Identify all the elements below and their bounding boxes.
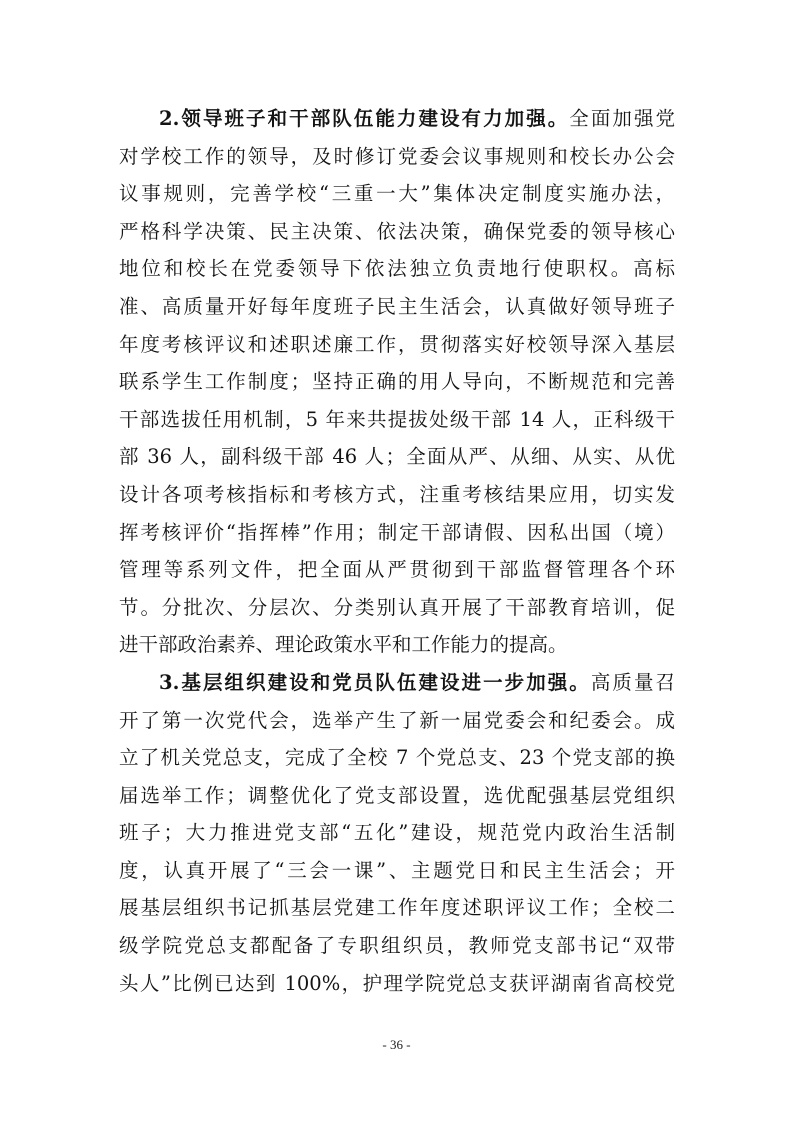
- paragraph-3-line: 展基层组织书记抓基层党建工作年度述职评议工作；全校二: [119, 896, 675, 920]
- paragraph-3-line: 头人”比例已达到 100%，护理学院党总支获评湖南省高校党: [119, 971, 675, 995]
- paragraph-3-line: 班子；大力推进党支部“五化”建设，规范党内政治生活制: [119, 821, 675, 845]
- paragraph-2-heading: 2.领导班子和干部队伍能力建设有力加强。: [159, 107, 570, 130]
- paragraph-3-text: 高质量召: [590, 670, 675, 694]
- paragraph-3-heading: 3.基层组织建设和党员队伍建设进一步加强。: [159, 670, 591, 694]
- paragraph-2-line: 干部选拔任用机制，5 年来共提拔处级干部 14 人，正科级干: [119, 407, 675, 431]
- paragraph-3-line: 届选举工作；调整优化了党支部设置，选优配强基层党组织: [119, 783, 675, 807]
- paragraph-2-line: 对学校工作的领导，及时修订党委会议事规则和校长办公会: [119, 144, 675, 168]
- paragraph-2-line: 管理等系列文件，把全面从严贯彻到干部监督管理各个环: [119, 558, 675, 582]
- paragraph-2-line: 挥考核评价“指挥棒”作用；制定干部请假、因私出国（境）: [119, 520, 675, 544]
- paragraph-3-line: 度，认真开展了“三会一课”、主题党日和民主生活会；开: [119, 858, 675, 882]
- paragraph-2-line: 准、高质量开好每年度班子民主生活会，认真做好领导班子: [119, 294, 675, 318]
- paragraph-2-line: 进干部政治素养、理论政策水平和工作能力的提高。: [119, 633, 568, 657]
- paragraph-2-line: 部 36 人，副科级干部 46 人；全面从严、从细、从实、从优: [119, 445, 675, 469]
- paragraph-3-line: 级学院党总支都配备了专职组织员，教师党支部书记“双带: [119, 934, 675, 958]
- paragraph-2-line: 议事规则，完善学校“三重一大”集体决定制度实施办法，: [119, 182, 675, 206]
- paragraph-3-line: 立了机关党总支，完成了全校 7 个党总支、23 个党支部的换: [119, 746, 675, 770]
- paragraph-2-line: 联系学生工作制度；坚持正确的用人导向，不断规范和完善: [119, 370, 675, 394]
- paragraph-3-line-1: [119, 664, 675, 702]
- paragraph-3-line: 开了第一次党代会，选举产生了新一届党委会和纪委会。成: [119, 708, 675, 732]
- paragraph-2-line: 节。分批次、分层次、分类别认真开展了干部教育培训，促: [119, 595, 675, 619]
- paragraph-2-text: 全面加强党: [569, 107, 675, 130]
- paragraph-2-line: 设计各项考核指标和考核方式，注重考核结果应用，切实发: [119, 482, 675, 506]
- body-text: [119, 100, 675, 1002]
- paragraph-2-line-1: [119, 100, 675, 138]
- paragraph-2-line: 严格科学决策、民主决策、依法决策，确保党委的领导核心: [119, 219, 675, 243]
- paragraph-2-line: 地位和校长在党委领导下依法独立负责地行使职权。高标: [119, 257, 675, 281]
- page-number: - 36 -: [382, 1037, 411, 1052]
- paragraph-2-line: 年度考核评议和述职述廉工作，贯彻落实好校领导深入基层: [119, 332, 675, 356]
